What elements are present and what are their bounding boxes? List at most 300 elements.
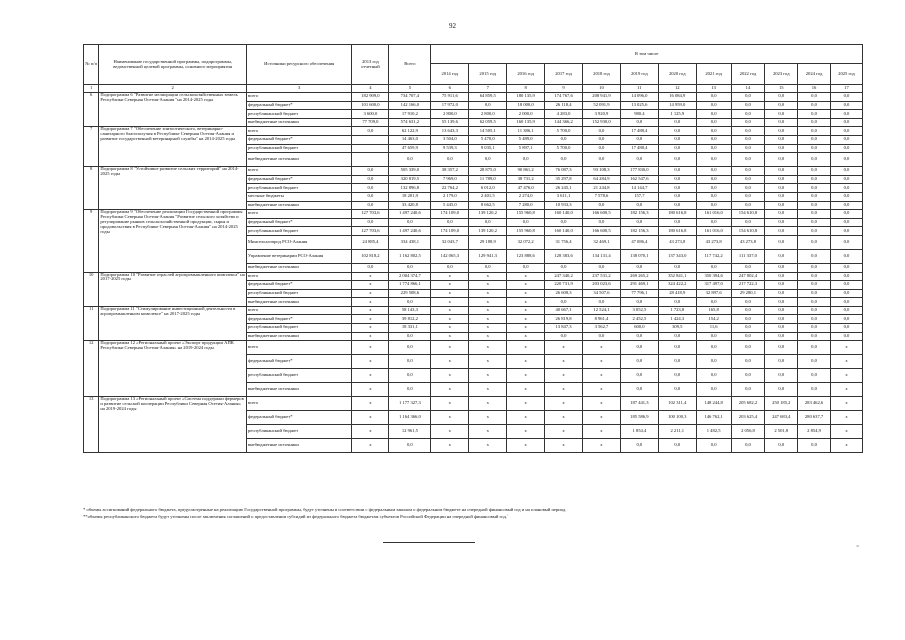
value-cell: 0,0 <box>389 153 431 167</box>
value-cell: 0,0 <box>798 369 831 383</box>
value-cell: 14 959,0 <box>658 101 696 110</box>
value-cell: 0,0 <box>469 218 507 227</box>
program-number: 12 <box>84 341 99 397</box>
value-cell: 324 422,2 <box>658 281 696 290</box>
value-cell: 0,0 <box>352 175 389 184</box>
header-year: 2025 год <box>830 64 862 85</box>
value-cell: 160 135,9 <box>507 118 545 127</box>
value-cell: 14 463,0 <box>389 135 431 144</box>
value-cell: x <box>352 411 389 425</box>
value-cell: x <box>507 306 545 315</box>
value-cell: 0,0 <box>658 298 696 307</box>
value-cell: 0,0 <box>765 153 798 167</box>
funding-source: внебюджетные источники <box>246 201 352 210</box>
funding-source: внебюджетные источники <box>246 439 352 453</box>
program-name: Подпрограмма 6 "Развитие мелиорации сельскохозяйственных земель Республики Северная Осетия-Алания "на 2014-2025 годы <box>99 93 247 127</box>
value-cell: 0,0 <box>765 135 798 144</box>
header-year: 2014 год <box>431 64 469 85</box>
value-cell: 0,0 <box>658 153 696 167</box>
value-cell: 0,0 <box>765 144 798 153</box>
value-cell: x <box>830 439 862 453</box>
value-cell: 0,0 <box>352 167 389 176</box>
header-year: 2021 год <box>696 64 731 85</box>
value-cell: 64 284,9 <box>583 175 621 184</box>
value-cell: 0,0 <box>620 263 658 272</box>
value-cell: 0,0 <box>431 153 469 167</box>
value-cell: 0,0 <box>696 153 731 167</box>
value-cell: 142 065,3 <box>431 249 469 263</box>
value-cell: 162 547,6 <box>620 175 658 184</box>
value-cell: 0,0 <box>658 127 696 136</box>
value-cell: x <box>507 298 545 307</box>
value-cell: 0,0 <box>352 184 389 193</box>
value-cell: x <box>431 341 469 355</box>
value-cell: 0,0 <box>583 298 621 307</box>
value-cell: 0,0 <box>731 306 765 315</box>
value-cell: x <box>583 439 621 453</box>
value-cell: 0,0 <box>798 315 831 324</box>
value-cell: 0,0 <box>830 332 862 341</box>
value-cell: 0,0 <box>765 298 798 307</box>
value-cell: 101 600,0 <box>352 101 389 110</box>
value-cell: 247 683,4 <box>765 411 798 425</box>
value-cell: 0,0 <box>765 235 798 249</box>
value-cell: 0,0 <box>620 153 658 167</box>
value-cell: 0,0 <box>696 201 731 210</box>
value-cell: 28 418,9 <box>658 289 696 298</box>
value-cell: 0,0 <box>798 263 831 272</box>
value-cell: 0,0 <box>658 218 696 227</box>
value-cell: 134 131,4 <box>583 249 621 263</box>
value-cell: x <box>469 306 507 315</box>
header-year: 2022 год <box>731 64 765 85</box>
value-cell: x <box>507 425 545 439</box>
value-cell: x <box>830 341 862 355</box>
value-cell: 4 283,0 <box>545 110 583 119</box>
program-number: 8 <box>84 167 99 210</box>
value-cell: 0,0 <box>731 369 765 383</box>
column-number: 6 <box>431 85 469 93</box>
value-cell: x <box>830 355 862 369</box>
value-cell: 77 796,1 <box>620 289 658 298</box>
value-cell: x <box>431 289 469 298</box>
value-cell: 0,0 <box>830 272 862 281</box>
value-cell: x <box>469 272 507 281</box>
value-cell: 0,0 <box>545 332 583 341</box>
value-cell: 11 386,1 <box>507 127 545 136</box>
value-cell: 229 508,6 <box>389 289 431 298</box>
value-cell: 32 897,6 <box>696 289 731 298</box>
value-cell: 0,0 <box>830 324 862 333</box>
value-cell: x <box>431 315 469 324</box>
value-cell: 0,0 <box>545 218 583 227</box>
funding-source: внебюджетные источники <box>246 332 352 341</box>
value-cell: 0,0 <box>798 439 831 453</box>
value-cell: x <box>469 425 507 439</box>
value-cell: 0,0 <box>658 341 696 355</box>
value-cell: 174 767,6 <box>545 93 583 102</box>
value-cell: 13 847,3 <box>545 324 583 333</box>
value-cell: x <box>545 355 583 369</box>
value-cell: 0,0 <box>658 175 696 184</box>
value-cell: x <box>469 355 507 369</box>
value-cell: 180 135,9 <box>507 93 545 102</box>
value-cell: 269 265,2 <box>620 272 658 281</box>
value-cell: 128 383,6 <box>545 249 583 263</box>
value-cell: 0,0 <box>696 118 731 127</box>
value-cell: x <box>352 315 389 324</box>
value-cell: x <box>507 439 545 453</box>
value-cell: 0,0 <box>765 263 798 272</box>
value-cell: 0,0 <box>696 175 731 184</box>
header-total: Всего <box>389 45 431 85</box>
value-cell <box>352 144 389 153</box>
value-cell: x <box>352 397 389 411</box>
value-cell: x <box>507 272 545 281</box>
value-cell: 0,0 <box>696 263 731 272</box>
funding-source: внебюджетные источники <box>246 263 352 272</box>
value-cell: 47 659,9 <box>389 144 431 153</box>
value-cell: 180 616,8 <box>658 227 696 236</box>
value-cell: 0,0 <box>830 289 862 298</box>
value-cell: 2 004 374,7 <box>389 272 431 281</box>
value-cell: x <box>830 397 862 411</box>
value-cell: 3 052,5 <box>620 306 658 315</box>
value-cell: 152 930,0 <box>583 118 621 127</box>
value-cell: 1 164 366,0 <box>389 411 431 425</box>
table-row <box>84 306 863 315</box>
value-cell: x <box>507 383 545 397</box>
value-cell: 0,0 <box>798 272 831 281</box>
value-cell: 0,0 <box>389 263 431 272</box>
funding-source: всего <box>246 341 352 355</box>
value-cell: 734 707,4 <box>389 93 431 102</box>
value-cell: 1 854,4 <box>620 425 658 439</box>
value-cell: 0,0 <box>765 289 798 298</box>
value-cell: 0,0 <box>352 263 389 272</box>
header-2013: 2013 год отчетный <box>352 45 389 85</box>
value-cell: 52 091,9 <box>583 101 621 110</box>
value-cell: x <box>352 439 389 453</box>
value-cell: 0,0 <box>389 369 431 383</box>
value-cell: 0,0 <box>731 135 765 144</box>
value-cell: 980,4 <box>620 110 658 119</box>
value-cell: 3 920,9 <box>583 110 621 119</box>
footnote-2: **объемы республиканского бюджета будут уточнены после заключения соглашений о предоставлении субсидий из федерального бюджета бюджетам субъектов Российской Федерации на очередной финансовый год.` <box>83 513 509 519</box>
value-cell: x <box>431 369 469 383</box>
value-cell: 0,0 <box>765 192 798 201</box>
value-cell: x <box>507 355 545 369</box>
value-cell: 0,0 <box>798 118 831 127</box>
value-cell: 13 643,3 <box>431 127 469 136</box>
value-cell: 161 016,0 <box>696 210 731 219</box>
value-cell: 0,0 <box>658 135 696 144</box>
value-cell: 0,0 <box>658 439 696 453</box>
value-cell: 0,0 <box>830 218 862 227</box>
value-cell: 0,0 <box>620 383 658 397</box>
value-cell: 0,0 <box>731 315 765 324</box>
value-cell: 0,0 <box>830 118 862 127</box>
value-cell: 280 637,7 <box>798 411 831 425</box>
value-cell: 0,0 <box>658 192 696 201</box>
value-cell: 0,0 <box>798 153 831 167</box>
value-cell: x <box>431 425 469 439</box>
column-number: 16 <box>798 85 831 93</box>
funding-source: республиканский бюджет <box>246 144 352 153</box>
value-cell: 0,0 <box>658 184 696 193</box>
value-cell: 0,0 <box>731 383 765 397</box>
value-cell: 0,0 <box>696 101 731 110</box>
value-cell: 0,0 <box>658 201 696 210</box>
funding-source: всего <box>246 272 352 281</box>
value-cell: 139 120,2 <box>469 227 507 236</box>
column-number: 12 <box>658 85 696 93</box>
value-cell: 0,0 <box>696 369 731 383</box>
value-cell: 0,0 <box>507 153 545 167</box>
value-cell: 7 969,0 <box>431 175 469 184</box>
value-cell: 0,0 <box>765 201 798 210</box>
header-year: 2016 год <box>507 64 545 85</box>
funding-source: федеральный бюджет* <box>246 135 352 144</box>
value-cell: 165,8 <box>696 306 731 315</box>
value-cell: 12 524,1 <box>583 306 621 315</box>
value-cell: 0,0 <box>696 135 731 144</box>
value-cell: 0,0 <box>696 184 731 193</box>
value-cell: 2 800,0 <box>469 110 507 119</box>
value-cell: 0,0 <box>765 118 798 127</box>
value-cell: 2 179,0 <box>431 192 469 201</box>
value-cell: 123 888,6 <box>507 249 545 263</box>
funding-source: федеральный бюджет* <box>246 218 352 227</box>
value-cell: 0,0 <box>765 383 798 397</box>
table-row <box>84 93 863 102</box>
value-cell: 154 610,8 <box>731 227 765 236</box>
value-cell: x <box>431 439 469 453</box>
value-cell: 0,0 <box>352 201 389 210</box>
program-name: Подпрограмма 12 «Региональный проект «Экспорт продукции АПК Республики Северная Осетия-Алания» на 2019-2024 годы <box>99 341 247 397</box>
program-name: Подпрограмма 11 "Стимулирование инвестиционной деятельности в агропромышленном комплексе" на 2017-2025 годы <box>99 306 247 340</box>
value-cell: x <box>469 324 507 333</box>
value-cell: 0,0 <box>658 167 696 176</box>
value-cell: 43 273,8 <box>696 235 731 249</box>
value-cell: 32 469,1 <box>583 235 621 249</box>
value-cell: x <box>431 332 469 341</box>
value-cell: 0,0 <box>830 192 862 201</box>
value-cell: 24 885,4 <box>352 235 389 249</box>
column-number: 10 <box>583 85 621 93</box>
value-cell: x <box>469 332 507 341</box>
value-cell: x <box>352 425 389 439</box>
value-cell: 247 340,2 <box>545 272 583 281</box>
funding-source: всего <box>246 167 352 176</box>
value-cell: 0,0 <box>765 110 798 119</box>
value-cell: 0,0 <box>830 144 862 153</box>
column-number: 2 <box>99 85 247 93</box>
value-cell: 8 662,5 <box>469 201 507 210</box>
header-year: 2018 год <box>583 64 621 85</box>
value-cell: 34 507,6 <box>583 289 621 298</box>
value-cell: 0,0 <box>765 439 798 453</box>
value-cell: 0,0 <box>798 332 831 341</box>
value-cell: 0,0 <box>765 324 798 333</box>
value-cell: x <box>507 369 545 383</box>
value-cell: x <box>352 281 389 290</box>
funding-source: всего <box>246 93 352 102</box>
value-cell: 1 774 866,1 <box>389 281 431 290</box>
value-cell: 0,0 <box>389 341 431 355</box>
value-cell: 0,0 <box>798 235 831 249</box>
value-cell: 0,0 <box>798 201 831 210</box>
value-cell: 350 394,6 <box>696 272 731 281</box>
value-cell: 320 819,5 <box>389 175 431 184</box>
value-cell: 0,0 <box>583 263 621 272</box>
program-name: Подпрограмма 13 «Региональный проект «Система поддержки фермеров и развитие сельской кооперации Республики Северная Осетия-Алания» на 2019-2024 годы <box>99 397 247 453</box>
column-number: 15 <box>765 85 798 93</box>
value-cell: 217 722,3 <box>731 281 765 290</box>
value-cell: x <box>583 341 621 355</box>
value-cell: 0,0 <box>798 281 831 290</box>
value-cell: 47 086,4 <box>620 235 658 249</box>
value-cell: x <box>469 369 507 383</box>
value-cell: 0,0 <box>696 439 731 453</box>
value-cell: 1 424,3 <box>658 315 696 324</box>
value-cell: 8 961,4 <box>583 315 621 324</box>
value-cell: 161 016,0 <box>696 227 731 236</box>
value-cell: x <box>583 397 621 411</box>
value-cell: 1 723,8 <box>658 306 696 315</box>
value-cell: 75 911,6 <box>431 93 469 102</box>
value-cell: 0,0 <box>620 439 658 453</box>
value-cell: 0,0 <box>583 332 621 341</box>
value-cell: 0,0 <box>583 127 621 136</box>
value-cell: 14 144,7 <box>620 184 658 193</box>
value-cell: 21 244,8 <box>583 184 621 193</box>
column-number: 4 <box>352 85 389 93</box>
value-cell: 182 156,3 <box>620 210 658 219</box>
value-cell: x <box>583 425 621 439</box>
value-cell: 0,0 <box>830 281 862 290</box>
value-cell: 38 731,2 <box>507 175 545 184</box>
funding-source: республиканский бюджет <box>246 369 352 383</box>
value-cell: x <box>431 324 469 333</box>
value-cell: 0,0 <box>798 184 831 193</box>
value-cell: 0,0 <box>765 369 798 383</box>
value-cell: 148 244,8 <box>696 397 731 411</box>
value-cell: x <box>545 369 583 383</box>
value-cell: 31 756,4 <box>545 235 583 249</box>
header-year: 2020 год <box>658 64 696 85</box>
value-cell: 0,0 <box>830 306 862 315</box>
value-cell: x <box>545 383 583 397</box>
value-cell: x <box>545 425 583 439</box>
value-cell: 0,0 <box>798 144 831 153</box>
value-cell: 0,0 <box>696 110 731 119</box>
header-year: 2024 год <box>798 64 831 85</box>
value-cell: 334 438,1 <box>389 235 431 249</box>
value-cell: 0,0 <box>798 249 831 263</box>
value-cell: 0,0 <box>765 210 798 219</box>
header-idx: № п/п <box>84 45 99 85</box>
value-cell: 0,0 <box>658 369 696 383</box>
value-cell: 0,0 <box>731 439 765 453</box>
value-cell: 0,0 <box>731 263 765 272</box>
value-cell: 2 501,8 <box>765 425 798 439</box>
funding-source: федеральный бюджет* <box>246 175 352 184</box>
value-cell: x <box>830 425 862 439</box>
value-cell: 0,0 <box>830 201 862 210</box>
value-cell: 0,0 <box>731 127 765 136</box>
value-cell: 0,0 <box>830 210 862 219</box>
column-number: 1 <box>84 85 99 93</box>
value-cell: 2 056,8 <box>731 425 765 439</box>
value-cell: 127 703,6 <box>352 210 389 219</box>
value-cell: x <box>507 315 545 324</box>
value-cell: 0,0 <box>765 167 798 176</box>
value-cell: 26 118,4 <box>545 101 583 110</box>
value-cell: 0,0 <box>620 201 658 210</box>
table-row <box>84 272 863 281</box>
value-cell: 0,0 <box>765 355 798 369</box>
value-cell <box>352 153 389 167</box>
program-number: 10 <box>84 272 99 306</box>
column-number: 9 <box>545 85 583 93</box>
value-cell: 18 000,0 <box>507 101 545 110</box>
value-cell: 0,0 <box>798 101 831 110</box>
value-cell: 26 245,1 <box>545 184 583 193</box>
value-cell: 1 125,9 <box>658 110 696 119</box>
value-cell: 29 280,1 <box>731 289 765 298</box>
value-cell: x <box>352 332 389 341</box>
value-cell: 250 185,2 <box>765 397 798 411</box>
value-cell: 0,0 <box>620 332 658 341</box>
value-cell: x <box>583 383 621 397</box>
value-cell: 0,0 <box>765 175 798 184</box>
program-name: Подпрограмма 8 "Устойчивое развитие сельских территорий" на 2014-2025 годы <box>99 167 247 210</box>
value-cell: 28 875,0 <box>469 167 507 176</box>
value-cell: 247 002,4 <box>731 272 765 281</box>
value-cell: 352 841,1 <box>658 272 696 281</box>
value-cell: 22 764,2 <box>431 184 469 193</box>
value-cell: 0,0 <box>830 101 862 110</box>
value-cell: 0,0 <box>696 144 731 153</box>
value-cell: 0,0 <box>765 184 798 193</box>
value-cell: x <box>352 298 389 307</box>
value-cell: 283 462,6 <box>798 397 831 411</box>
value-cell: 220 731,9 <box>545 281 583 290</box>
value-cell: 0,0 <box>798 324 831 333</box>
funding-source: внебюджетные источники <box>246 383 352 397</box>
value-cell: 138 070,1 <box>620 249 658 263</box>
value-cell: 205 682,2 <box>731 397 765 411</box>
value-cell: 0,0 <box>731 355 765 369</box>
value-cell: 2 401,5 <box>469 192 507 201</box>
value-cell: 0,0 <box>798 175 831 184</box>
value-cell: 0,0 <box>469 101 507 110</box>
value-cell: 18 331,1 <box>389 324 431 333</box>
value-cell: 144 366,2 <box>545 118 583 127</box>
value-cell: x <box>431 355 469 369</box>
value-cell: 0,0 <box>658 144 696 153</box>
value-cell: 3 562,7 <box>583 324 621 333</box>
value-cell: 0,0 <box>731 144 765 153</box>
value-cell: 157,7 <box>620 192 658 201</box>
value-cell: 29 188,9 <box>469 235 507 249</box>
value-cell: 11 789,0 <box>469 175 507 184</box>
value-cell: 10 933,3 <box>545 201 583 210</box>
value-cell: 155 960,8 <box>507 227 545 236</box>
column-number: 8 <box>507 85 545 93</box>
value-cell: 0,0 <box>765 93 798 102</box>
